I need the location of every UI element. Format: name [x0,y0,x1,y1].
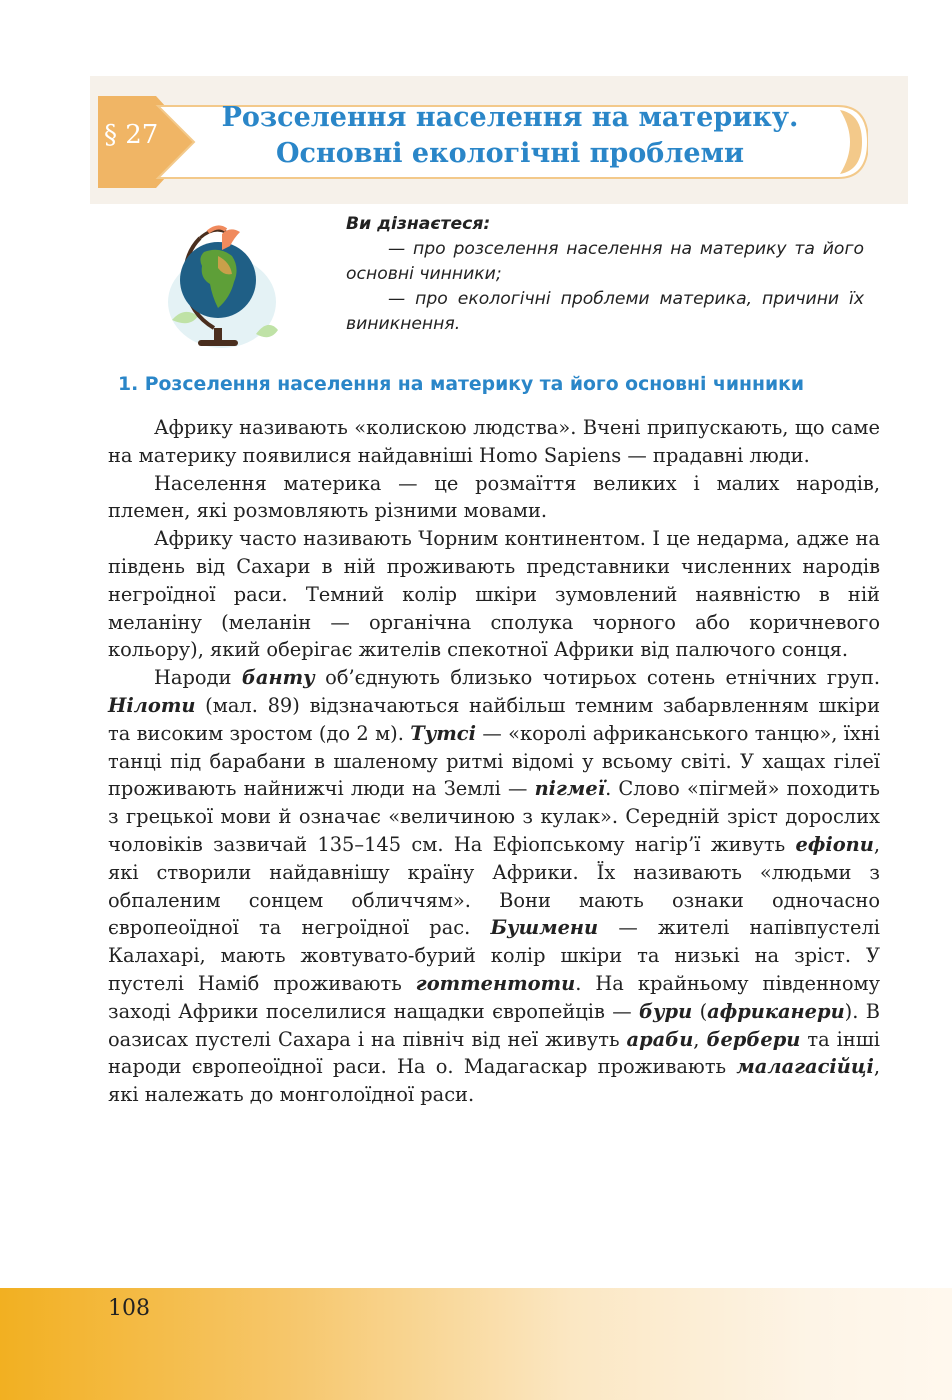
term-tutsi: Тутсі [410,721,476,745]
term-bushmen: Бушмени [490,916,599,940]
text-span: . На крайньому південному заході Африки поселилися нащадки європейців — [108,971,880,1023]
term-afrikaners: африканери [707,999,845,1023]
globe-illustration-icon [160,216,280,358]
text-span: ( [692,999,708,1023]
text-span: (мал. 89) відзначаються найбільш темним забарвленням шкіри та високим зростом (до 2 м). [108,693,880,745]
term-hottentots: готтентоти [415,971,576,995]
paragraph-2: Населення материка — це розмаїття великих і малих народів, племен, які розмовляють різними мовами. [108,471,880,523]
term-bantu: банту [241,666,315,690]
paragraph-4 [108,664,880,1109]
page-number: 108 [108,1296,150,1321]
term-pygmies: пігмеї [534,777,606,801]
page-title [190,100,830,172]
text-span: , які належать до монголоїдної раси. [108,1055,880,1107]
term-ethiopians: ефіопи [795,832,874,856]
term-berbers: бербери [706,1027,801,1051]
title-line-2: Основні екологічні проблеми [276,138,744,169]
title-line-1: Розселення населення на материку. [221,102,799,133]
term-malagasy: малагасійці [736,1055,874,1079]
text-span: та інші народи європеоїдної раси. На о. Мадагаскар проживають [108,1027,880,1079]
text-span: ). В оазисах пустелі Сахара і на північ від неї живуть [108,999,880,1051]
learning-goal-1: — про розселення населення на материку та його основні чинники; [346,239,864,284]
paragraph-3: Африку часто називають Чорним континентом. І це недарма, адже на південь від Сахари в ній проживають представники численних народів негроїдної раси. Темний колір шкіри зумовлений наявністю в ній меланіну (меланін — органічна сполука чорного або коричневого кольору), який оберігає жителів спекотної Африки від палючого сонця. [108,527,880,662]
term-arabs: араби [626,1027,694,1051]
section-number: § 27 [104,120,159,150]
term-nilots: Нілоти [108,693,196,717]
text-span: . Слово «пігмей» походить з грецької мови й означає «величиною з кулак». Середній зріст дорослих чоловіків зазвичай 135–145 см. На Ефіопському нагір’ї живуть [108,777,880,856]
text-span: , [693,1027,707,1051]
learning-goals-heading: Ви дізнаєтеся: [346,214,491,234]
term-boers: бури [638,999,693,1023]
text-span: — жителі напівпустелі Калахарі, мають жовтувато-бурий колір шкіри та низькі на зріст. У пустелі Наміб проживають [108,916,880,995]
subsection-heading: 1. Розселення населення на материку та його основні чинники [118,374,805,395]
text-span: об’єднують близько чотирьох сотень етнічних груп. [314,666,880,690]
learning-goal-2: — про екологічні проблеми материка, причини їх виникнення. [346,289,864,334]
learning-goals [346,212,864,337]
text-span: Народи [154,666,242,690]
text-span: , які створили найдавнішу країну Африки. Їх називають «людьми з обпаленим сонцем обличчям». Вони мають ознаки одночасно європеоїдної та негроїдної рас. [108,832,880,940]
main-text [108,414,880,1109]
text-span: — «королі африканського танцю», їхні танці під барабани в шаленому ритмі відомі у всьому світі. У хащах гілеї проживають найнижчі люди на Землі — [108,721,880,801]
paragraph-1: Африку називають «колискою людства». Вчені припускають, що саме на материку появилися найдавніші Homo Sapiens — прадавні люди. [108,416,880,467]
